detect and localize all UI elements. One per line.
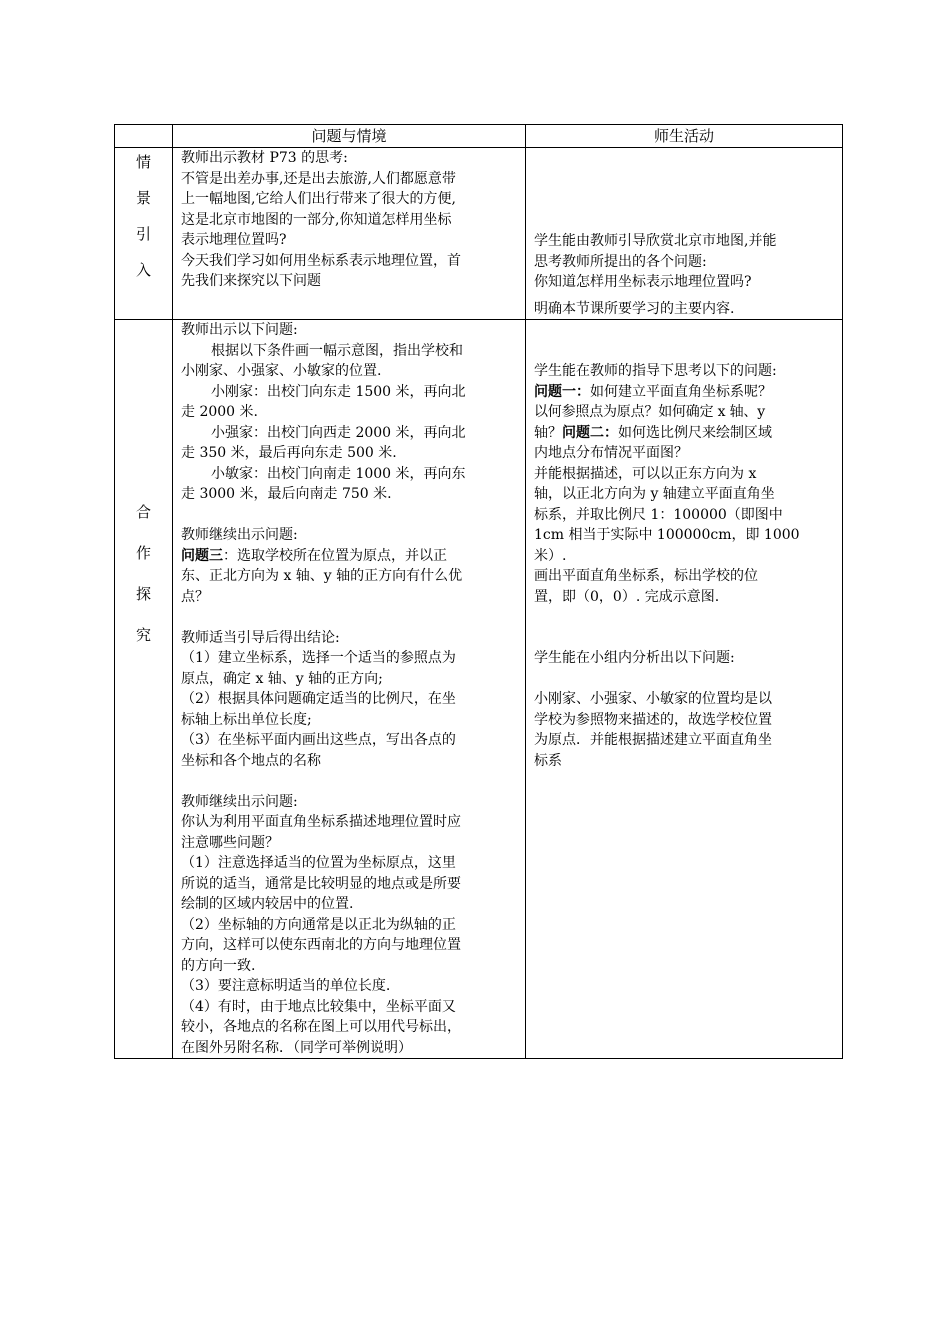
question-two-label: 问题二： bbox=[562, 424, 618, 441]
text-line: 1cm 相当于实际中 100000cm，即 1000 bbox=[534, 527, 800, 543]
spacer bbox=[181, 607, 518, 628]
text-line bbox=[181, 464, 518, 485]
label-char: 究 bbox=[135, 626, 151, 644]
lesson-table bbox=[114, 124, 843, 1059]
header-col-activity: 师生活动 bbox=[526, 125, 843, 148]
text-span: 如何建立平面直角坐标系呢？ bbox=[590, 383, 772, 400]
text-line: 方向，这样可以使东西南北的方向与地理位置 bbox=[181, 937, 461, 953]
text-line: 学生能在小组内分析出以下问题: bbox=[534, 650, 735, 666]
label-char: 入 bbox=[135, 261, 151, 279]
section-label-intro bbox=[115, 148, 173, 320]
text-line: 表示地理位置吗? bbox=[181, 232, 287, 248]
text-line: （4）有时，由于地点比较集中，坐标平面又 bbox=[181, 998, 456, 1015]
text-line bbox=[181, 546, 518, 567]
text-line: 学校为参照物来描述的，故选学校位置 bbox=[534, 711, 772, 728]
spacer bbox=[534, 607, 835, 628]
text-line bbox=[181, 423, 518, 444]
text-line: （3）在坐标平面内画出这些点，写出各点的 bbox=[181, 732, 456, 748]
text-line: 你知道怎样用坐标表示地理位置吗? bbox=[534, 274, 752, 290]
text-line: 教师出示教材 P73 的思考: bbox=[181, 150, 348, 166]
text-line: 小刚家、小强家、小敏家的位置. bbox=[181, 363, 382, 379]
text-line bbox=[181, 341, 518, 362]
explore-problem-cell bbox=[173, 320, 526, 1059]
section-intro-row bbox=[115, 148, 843, 320]
text-line: 走 3000 米，最后向南走 750 米. bbox=[181, 486, 392, 502]
text-line: 米）. bbox=[534, 547, 567, 564]
text-span: 根据以下条件画一幅示意图，指出学校和 bbox=[211, 342, 463, 359]
spacer bbox=[181, 771, 518, 792]
text-line: （1）注意选择适当的位置为坐标原点，这里 bbox=[181, 855, 456, 871]
section-explore-row bbox=[115, 320, 843, 1059]
header-col-label bbox=[115, 125, 173, 148]
question-one-label: 问题一： bbox=[534, 383, 590, 400]
text-line: 以何参照点为原点？如何确定 x 轴、y bbox=[534, 404, 765, 420]
spacer bbox=[181, 505, 518, 526]
spacer bbox=[534, 669, 835, 690]
text-span: 轴？ bbox=[534, 424, 562, 441]
label-char: 景 bbox=[135, 189, 151, 207]
text-line: 坐标和各个地点的名称 bbox=[181, 752, 321, 769]
explore-activity-cell bbox=[526, 320, 843, 1059]
label-char: 引 bbox=[135, 225, 151, 243]
text-span: 小刚家：出校门向东走 1500 米，再向北 bbox=[211, 383, 466, 400]
text-line: 你认为利用平面直角坐标系描述地理位置时应 bbox=[181, 814, 461, 830]
text-line: （2）根据具体问题确定适当的比例尺，在坐 bbox=[181, 691, 456, 707]
text-line: 注意哪些问题？ bbox=[181, 834, 279, 851]
intro-problem-cell bbox=[173, 148, 526, 320]
text-line bbox=[534, 423, 835, 444]
text-line: （3）要注意标明适当的单位长度. bbox=[181, 978, 391, 994]
text-line: 标系 bbox=[534, 752, 562, 769]
text-line: 所说的适当，通常是比较明显的地点或是所要 bbox=[181, 875, 461, 892]
text-line: 明确本节课所要学习的主要内容. bbox=[534, 300, 735, 317]
label-char: 作 bbox=[135, 544, 151, 562]
text-line: 走 2000 米. bbox=[181, 404, 258, 420]
text-line: 学生能由教师引导欣赏北京市地图,并能 bbox=[534, 233, 777, 249]
text-line bbox=[534, 382, 835, 403]
text-span: 小敏家：出校门向南走 1000 米，再向东 bbox=[211, 465, 466, 482]
header-col-problem: 问题与情境 bbox=[173, 125, 526, 148]
text-line: 这是北京市地图的一部分,你知道怎样用坐标 bbox=[181, 211, 452, 228]
text-line: 教师适当引导后得出结论: bbox=[181, 629, 340, 646]
text-line: 画出平面直角坐标系，标出学校的位 bbox=[534, 568, 758, 584]
text-line: 走 350 米，最后再向东走 500 米. bbox=[181, 445, 397, 461]
text-line: 置，即（0，0）. 完成示意图. bbox=[534, 588, 720, 605]
text-line: 标轴上标出单位长度; bbox=[181, 711, 312, 728]
text-line: 轴，以正北方向为 y 轴建立平面直角坐 bbox=[534, 486, 775, 502]
header-row bbox=[115, 125, 843, 148]
spacer bbox=[534, 628, 835, 649]
text-line bbox=[181, 382, 518, 403]
text-span: 小强家：出校门向西走 2000 米，再向北 bbox=[211, 424, 466, 441]
label-char: 探 bbox=[135, 585, 151, 603]
text-span: 如何选比例尺来绘制区域 bbox=[618, 424, 772, 441]
question-three-label: 问题三 bbox=[181, 547, 223, 564]
text-line: 绘制的区域内较居中的位置. bbox=[181, 896, 354, 912]
text-line: 先我们来探究以下问题 bbox=[181, 273, 321, 289]
text-span: ：选取学校所在位置为原点，并以正 bbox=[223, 547, 447, 564]
text-line: 原点，确定 x 轴、y 轴的正方向; bbox=[181, 670, 383, 687]
label-char: 合 bbox=[135, 503, 151, 521]
text-line: 并能根据描述，可以以正东方向为 x bbox=[534, 465, 757, 482]
text-line: 小刚家、小强家、小敏家的位置均是以 bbox=[534, 691, 772, 707]
text-line: 上一幅地图,它给人们出行带来了很大的方便, bbox=[181, 191, 456, 207]
intro-activity-cell bbox=[526, 148, 843, 320]
text-line: 点？ bbox=[181, 588, 209, 605]
text-line: 为原点．并能根据描述建立平面直角坐 bbox=[534, 732, 772, 748]
text-line: 内地点分布情况平面图？ bbox=[534, 445, 688, 461]
text-line: 思考教师所提出的各个问题: bbox=[534, 253, 707, 270]
text-line: 学生能在教师的指导下思考以下的问题: bbox=[534, 363, 777, 379]
text-line: （2）坐标轴的方向通常是以正北为纵轴的正 bbox=[181, 916, 456, 933]
text-line: 在图外另附名称．（同学可举例说明） bbox=[181, 1039, 412, 1056]
label-char: 情 bbox=[135, 153, 151, 171]
text-line: 标系，并取比例尺 1：100000（即图中 bbox=[534, 506, 783, 523]
text-line: （1）建立坐标系，选择一个适当的参照点为 bbox=[181, 650, 456, 666]
text-line: 今天我们学习如何用坐标系表示地理位置，首 bbox=[181, 252, 461, 269]
section-label-explore bbox=[115, 320, 173, 1059]
text-line: 教师继续出示问题: bbox=[181, 527, 298, 543]
text-line: 的方向一致. bbox=[181, 957, 256, 974]
text-line: 东、正北方向为 x 轴、y 轴的正方向有什么优 bbox=[181, 568, 463, 584]
text-line: 不管是出差办事,还是出去旅游,人们都愿意带 bbox=[181, 170, 456, 187]
text-line: 较小，各地点的名称在图上可以用代号标出， bbox=[181, 1019, 461, 1035]
text-line: 教师出示以下问题: bbox=[181, 322, 298, 338]
text-line: 教师继续出示问题: bbox=[181, 793, 298, 810]
